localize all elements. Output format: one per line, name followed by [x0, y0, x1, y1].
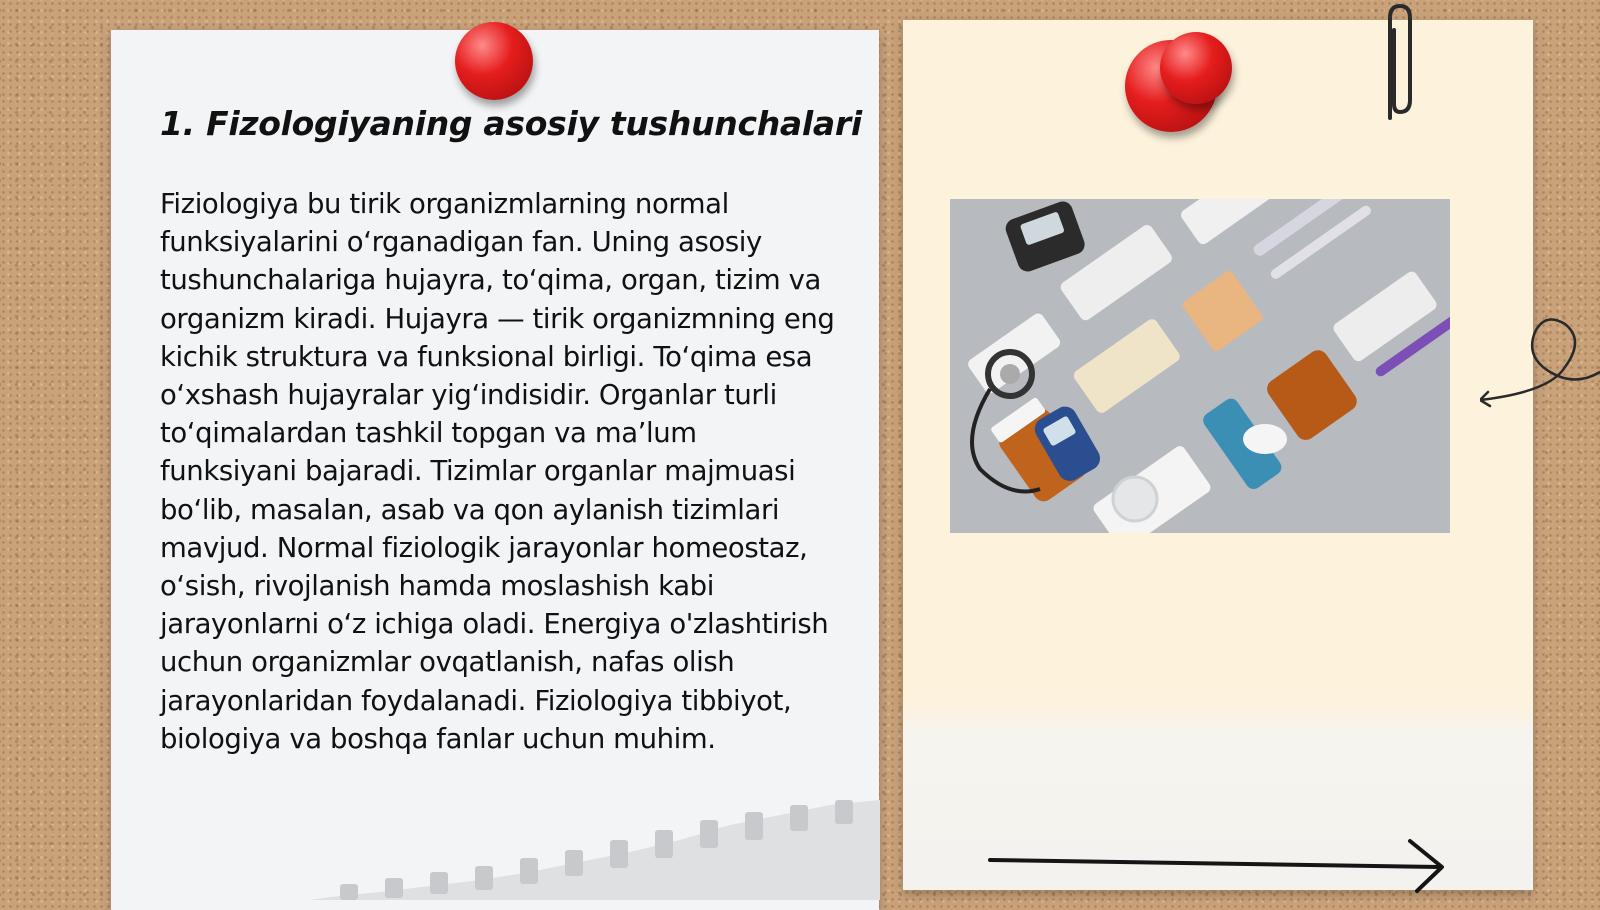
- medical-supplies-photo: [950, 199, 1450, 533]
- pushpin-icon: [1160, 32, 1232, 104]
- slide-body-text: Fiziologiya bu tirik organizmlarning normal funksiyalarini o‘rganadigan fan. Uning asosiy tushunchalariga hujayra, to‘qima, organ, tizim va organizm kiradi. Hujayra — tirik organizmning eng kichik struktura va funksional birligi. To‘qima esa o‘xshash hujayralar yig‘indisidir. Organlar turli to‘qimalardan tashkil topgan va ma’lum funksiyani bajaradi. Tizimlar organlar majmuasi bo‘lib, masalan, asab va qon aylanish tizimlari mavjud. Normal fiziologik jarayonlar homeostaz, o‘sish, rivojlanish hamda moslashish kabi jarayonlarni o‘z ichiga oladi. Energiya o'zlashtirish uchun organizmlar ovqatlanish, nafas olish jarayonlaridan foydalanadi. Fiziologiya tibbiyot, biologiya va boshqa fanlar uchun muhim.: [160, 188, 835, 755]
- slide-title: 1. Fizologiyaning asosiy tushunchalari: [160, 104, 862, 143]
- torn-spiral-edge: [310, 800, 880, 900]
- medical-supplies-illustration: [950, 199, 1450, 533]
- arrow-right-icon: [985, 835, 1455, 895]
- pushpin-icon: [455, 22, 533, 100]
- scribble-arrow-icon: [1480, 312, 1600, 412]
- paperclip-icon: [1376, 0, 1420, 124]
